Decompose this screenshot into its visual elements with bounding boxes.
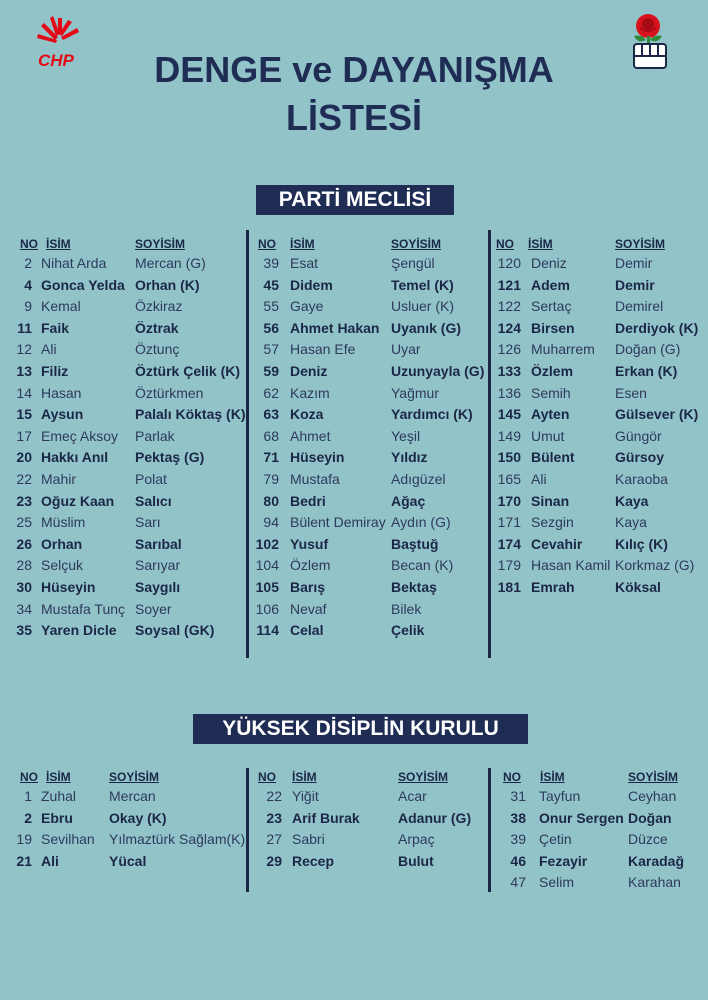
row-surname: Öztürk Çelik (K) <box>135 363 241 379</box>
row-number: 23 <box>266 809 282 826</box>
row-name: Arif Burak <box>292 809 360 826</box>
pm-col1-surname-header: SOYİSİM <box>135 237 186 251</box>
row-number: 105 <box>255 579 279 595</box>
row-surname: Öztürkmen <box>135 384 204 401</box>
row-name: Sertaç <box>531 298 572 315</box>
row-name: Selim <box>539 874 575 891</box>
row-name: Kemal <box>41 298 81 315</box>
row-name: Kazım <box>290 384 330 401</box>
table-row <box>0 383 708 404</box>
row-name: Selçuk <box>41 557 84 574</box>
row-surname: Okay (K) <box>109 809 167 826</box>
row-number: 106 <box>255 600 279 617</box>
row-number: 68 <box>263 427 279 444</box>
row-name: Ayten <box>531 406 570 423</box>
row-surname: Mercan <box>109 788 156 804</box>
row-number: 15 <box>16 406 32 423</box>
pm-col1-name-header: İSİM <box>46 237 71 251</box>
row-name: Adem <box>531 276 570 293</box>
row-name: Ali <box>531 471 547 487</box>
ydk-col1-surname-header: SOYİSİM <box>109 770 160 784</box>
row-name: Hakkı Anıl <box>41 449 109 466</box>
row-surname: Acar <box>398 788 427 804</box>
row-name: Sinan <box>531 492 570 509</box>
row-surname: Özkiraz <box>135 298 183 315</box>
row-surname: Orhan (K) <box>135 276 200 293</box>
table-row <box>0 786 708 807</box>
row-name: Umut <box>531 427 565 444</box>
row-number: 150 <box>497 449 521 466</box>
pm-col3-no-header: NO <box>496 237 514 251</box>
page-title-line2: LİSTESİ <box>285 97 423 138</box>
row-name: Yaren Dicle <box>41 622 117 639</box>
row-number: 14 <box>16 384 32 401</box>
row-surname: Demir <box>615 255 653 271</box>
row-number: 38 <box>510 809 526 826</box>
row-surname: Erkan (K) <box>615 363 678 379</box>
ydk-col3-surname-header: SOYİSİM <box>628 770 679 784</box>
table-row <box>0 469 708 490</box>
table-row <box>0 426 708 447</box>
table-row <box>0 404 708 425</box>
row-number: 45 <box>263 276 279 293</box>
row-name: Didem <box>290 276 333 293</box>
row-surname: Uyanık (G) <box>391 319 462 336</box>
row-number: 149 <box>497 427 521 444</box>
row-number: 46 <box>510 852 526 869</box>
row-surname: Polat <box>135 471 167 487</box>
parti-meclisi-banner: PARTİ MECLİSİ <box>256 185 454 215</box>
row-number: 28 <box>16 557 32 574</box>
row-number: 11 <box>17 319 32 336</box>
row-number: 122 <box>497 298 521 315</box>
table-row <box>0 534 708 555</box>
table-row <box>0 275 708 296</box>
row-name: Zuhal <box>41 788 77 804</box>
row-name: Hüseyin <box>41 579 96 595</box>
row-surname: Bektaş <box>391 579 437 595</box>
row-surname: Yücal <box>109 852 147 869</box>
row-number: 19 <box>16 831 32 848</box>
row-number: 179 <box>497 557 521 574</box>
row-number: 145 <box>497 406 521 423</box>
row-number: 22 <box>266 788 282 804</box>
table-row <box>0 829 708 850</box>
row-name: Mahir <box>41 471 77 487</box>
row-number: 30 <box>16 579 32 595</box>
row-surname: Şengül <box>391 255 435 271</box>
row-surname: Demirel <box>615 298 664 315</box>
row-surname: Soysal (GK) <box>135 622 215 639</box>
row-name: Barış <box>290 579 326 595</box>
row-surname: Sarıbal <box>135 535 182 552</box>
ydk-col2-surname-header: SOYİSİM <box>398 770 449 784</box>
ydk-col1-name-header: İSİM <box>46 770 71 784</box>
row-name: Orhan <box>41 535 83 552</box>
row-name: Hasan <box>41 384 82 401</box>
row-surname: Kaya <box>615 514 647 531</box>
row-surname: Derdiyok (K) <box>615 319 699 336</box>
row-number: 39 <box>263 255 279 271</box>
table-row <box>0 808 708 829</box>
row-surname: Köksal <box>615 579 661 595</box>
row-surname: Öztrak <box>135 319 179 336</box>
row-name: Faik <box>41 319 70 336</box>
row-name: Bedri <box>290 492 326 509</box>
row-number: 94 <box>263 514 279 531</box>
row-number: 31 <box>510 788 526 804</box>
row-name: Aysun <box>41 406 84 423</box>
row-number: 13 <box>16 363 32 379</box>
pm-col2-no-header: NO <box>258 237 276 251</box>
row-number: 114 <box>256 622 279 639</box>
row-number: 1 <box>24 788 32 804</box>
row-number: 80 <box>263 492 279 509</box>
row-number: 4 <box>24 276 32 293</box>
table-row <box>0 577 708 598</box>
row-name: Nevaf <box>290 600 327 617</box>
row-number: 27 <box>266 831 282 848</box>
table-row <box>0 599 708 620</box>
row-surname: Yılmaztürk Sağlam(K) <box>109 831 246 848</box>
row-name: Gonca Yelda <box>41 276 125 293</box>
row-name: Fezayir <box>539 852 588 869</box>
pm-col2-surname-header: SOYİSİM <box>391 237 442 251</box>
row-name: Semih <box>531 384 571 401</box>
table-row <box>0 318 708 339</box>
row-name: Ebru <box>41 809 73 826</box>
row-number: 20 <box>16 449 32 466</box>
row-name: Nihat Arda <box>41 255 107 271</box>
row-surname: Adanur (G) <box>398 809 472 826</box>
row-surname: Demir <box>615 276 655 293</box>
row-name: Muharrem <box>531 341 595 358</box>
row-surname: Becan (K) <box>391 557 454 574</box>
row-surname: Saygılı <box>135 579 181 595</box>
row-surname: Karahan <box>628 874 681 891</box>
table-row <box>0 512 708 533</box>
row-number: 29 <box>266 852 282 869</box>
row-surname: Öztunç <box>135 341 180 358</box>
ydk-banner: YÜKSEK DİSİPLİN KURULU <box>193 714 528 744</box>
table-row <box>0 296 708 317</box>
row-number: 104 <box>255 557 279 574</box>
row-number: 9 <box>24 298 32 315</box>
row-name: Emeç Aksoy <box>41 427 119 444</box>
row-surname: Sarı <box>135 514 161 531</box>
row-surname: Parlak <box>135 427 175 444</box>
ydk-col2-no-header: NO <box>258 770 276 784</box>
row-number: 21 <box>16 852 32 869</box>
table-row <box>0 491 708 512</box>
table-row <box>0 620 708 641</box>
row-name: Özlem <box>290 557 331 574</box>
table-row <box>0 555 708 576</box>
row-name: Ali <box>41 341 57 358</box>
row-surname: Bulut <box>398 852 434 869</box>
row-number: 12 <box>16 341 32 358</box>
row-number: 17 <box>16 427 32 444</box>
table-row <box>0 851 708 872</box>
row-surname: Ağaç <box>391 492 426 509</box>
row-surname: Uzunyayla (G) <box>391 363 485 379</box>
row-surname: Yıldız <box>391 449 428 466</box>
row-surname: Mercan (G) <box>135 255 206 271</box>
row-name: Ahmet <box>290 427 331 444</box>
row-number: 124 <box>497 319 521 336</box>
row-surname: Bilek <box>391 600 422 617</box>
table-row <box>0 253 708 274</box>
ydk-col3-no-header: NO <box>503 770 521 784</box>
row-number: 47 <box>510 874 526 891</box>
row-surname: Gürsoy <box>615 449 665 466</box>
row-number: 2 <box>24 255 32 271</box>
row-number: 25 <box>16 514 32 531</box>
row-number: 174 <box>497 535 521 552</box>
table-row <box>0 872 708 893</box>
row-name: Gaye <box>290 298 324 315</box>
row-surname: Karaoba <box>615 471 668 487</box>
row-surname: Uyar <box>391 341 421 358</box>
ydk-col1-no-header: NO <box>20 770 38 784</box>
row-surname: Usluer (K) <box>391 298 455 315</box>
row-surname: Soyer <box>135 600 172 617</box>
pm-col2-name-header: İSİM <box>290 237 315 251</box>
row-name: Esat <box>290 255 319 271</box>
row-name: Bülent <box>531 449 575 466</box>
row-number: 57 <box>263 341 279 358</box>
row-number: 171 <box>497 514 521 531</box>
row-name: Özlem <box>531 363 574 379</box>
row-name: Hasan Kamil <box>531 557 611 574</box>
row-surname: Sarıyar <box>135 557 181 574</box>
row-number: 79 <box>263 471 279 487</box>
row-number: 136 <box>497 384 521 401</box>
row-number: 71 <box>263 449 279 466</box>
row-surname: Yardımcı (K) <box>391 406 473 423</box>
row-surname: Palalı Köktaş (K) <box>135 406 246 423</box>
pm-col1-no-header: NO <box>20 237 38 251</box>
row-name: Yusuf <box>290 535 329 552</box>
row-surname: Arpaç <box>398 831 435 848</box>
row-number: 35 <box>16 622 32 639</box>
ydk-col3-name-header: İSİM <box>540 770 565 784</box>
row-name: Mustafa Tunç <box>41 600 126 617</box>
row-name: Recep <box>292 852 335 869</box>
row-name: Hüseyin <box>290 449 345 466</box>
row-surname: Karadağ <box>628 852 685 869</box>
page-title-line1: DENGE ve DAYANIŞMA <box>154 49 554 90</box>
row-name: Sabri <box>292 831 325 848</box>
row-surname: Esen <box>615 384 647 401</box>
row-number: 62 <box>263 384 279 401</box>
ydk-col2-name-header: İSİM <box>292 770 317 784</box>
row-number: 39 <box>510 831 526 848</box>
table-row <box>0 339 708 360</box>
row-surname: Yeşil <box>391 427 421 444</box>
row-surname: Doğan (G) <box>615 341 681 358</box>
row-number: 181 <box>497 579 521 595</box>
row-name: Celal <box>290 622 324 639</box>
row-number: 34 <box>16 600 32 617</box>
chp-logo-text: CHP <box>38 51 74 70</box>
row-name: Deniz <box>531 255 567 271</box>
row-surname: Güngör <box>615 427 662 444</box>
row-surname: Korkmaz (G) <box>615 557 695 574</box>
row-name: Koza <box>290 406 324 423</box>
row-number: 59 <box>263 363 279 379</box>
row-surname: Salıcı <box>135 492 172 509</box>
row-number: 126 <box>497 341 521 358</box>
row-name: Cevahir <box>531 535 583 552</box>
row-surname: Pektaş (G) <box>135 449 205 466</box>
row-surname: Çelik <box>391 622 425 639</box>
row-number: 56 <box>263 319 279 336</box>
row-number: 120 <box>497 255 521 271</box>
table-row <box>0 361 708 382</box>
row-name: Tayfun <box>539 788 581 804</box>
row-name: Yiğit <box>292 788 319 804</box>
row-name: Bülent Demiray <box>290 514 386 531</box>
row-number: 26 <box>16 535 32 552</box>
row-number: 133 <box>497 363 521 379</box>
table-row <box>0 447 708 468</box>
pm-col3-surname-header: SOYİSİM <box>615 237 666 251</box>
row-name: Ahmet Hakan <box>290 319 380 336</box>
row-surname: Temel (K) <box>391 276 454 293</box>
row-surname: Kaya <box>615 492 649 509</box>
row-number: 165 <box>497 471 521 487</box>
row-number: 2 <box>24 809 32 826</box>
row-name: Ali <box>41 852 59 869</box>
row-number: 121 <box>497 276 521 293</box>
row-number: 55 <box>263 298 279 315</box>
row-number: 22 <box>16 471 32 487</box>
row-name: Mustafa <box>290 471 340 487</box>
row-surname: Yağmur <box>391 384 439 401</box>
pm-col3-name-header: İSİM <box>528 237 553 251</box>
row-name: Hasan Efe <box>290 341 356 358</box>
row-name: Birsen <box>531 319 575 336</box>
row-name: Sezgin <box>531 514 574 531</box>
row-name: Deniz <box>290 363 328 379</box>
row-name: Emrah <box>531 579 575 595</box>
row-name: Sevilhan <box>41 831 95 848</box>
row-surname: Gülsever (K) <box>615 406 699 423</box>
row-surname: Adıgüzel <box>391 471 446 487</box>
row-number: 23 <box>16 492 32 509</box>
row-surname: Baştuğ <box>391 535 439 552</box>
row-number: 170 <box>497 492 521 509</box>
row-name: Onur Sergen <box>539 809 624 826</box>
row-surname: Ceyhan <box>628 788 677 804</box>
row-name: Çetin <box>539 831 572 848</box>
row-surname: Düzce <box>628 831 668 848</box>
row-surname: Aydın (G) <box>391 514 451 531</box>
row-number: 63 <box>263 406 279 423</box>
row-surname: Doğan <box>628 809 672 826</box>
row-number: 102 <box>255 535 279 552</box>
row-surname: Kılıç (K) <box>615 535 668 552</box>
row-name: Filiz <box>41 363 69 379</box>
row-name: Müslim <box>41 514 86 531</box>
row-name: Oğuz Kaan <box>41 492 115 509</box>
